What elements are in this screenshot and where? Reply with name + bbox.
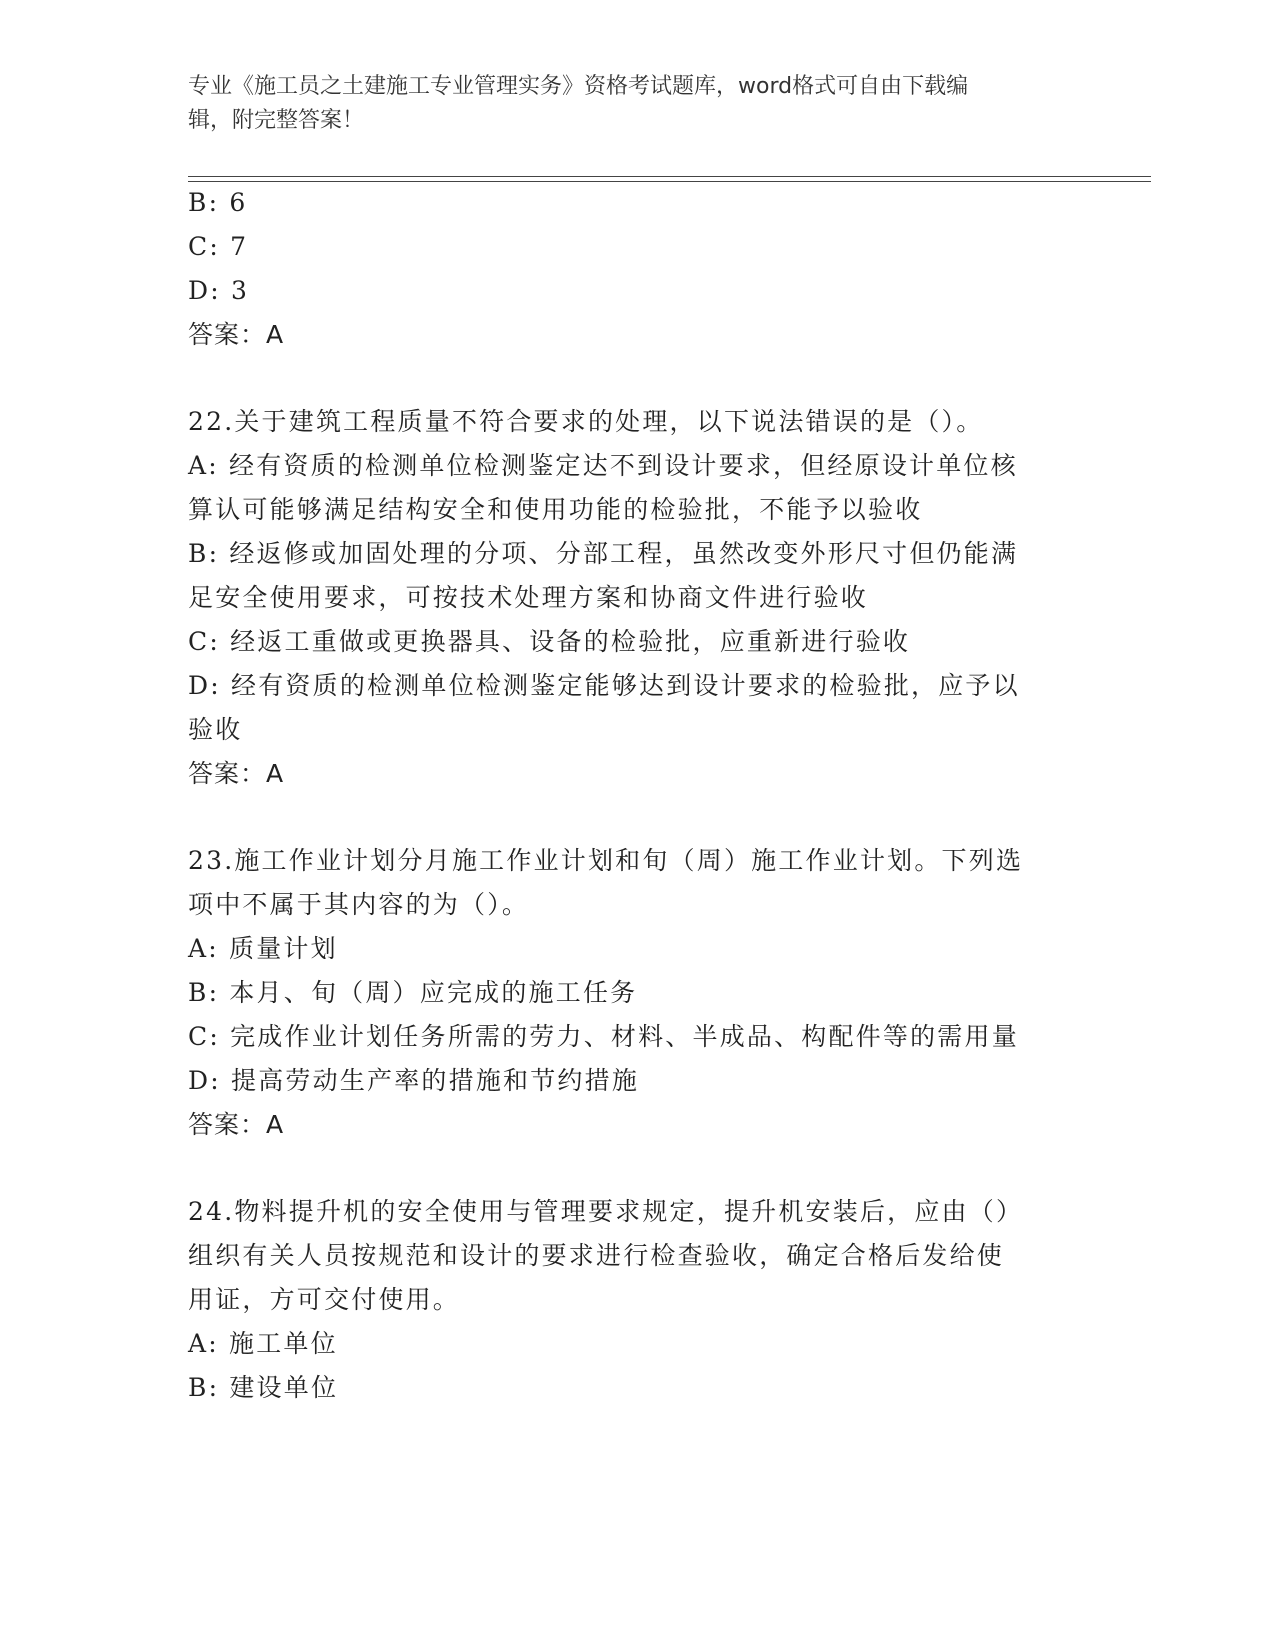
- q22-option-c: C: 经返工重做或更换器具、设备的检验批，应重新进行验收: [188, 627, 911, 656]
- q23-option-b: B: 本月、旬（周）应完成的施工任务: [188, 978, 638, 1007]
- q23-option-d: D: 提高劳动生产率的措施和节约措施: [188, 1066, 640, 1095]
- q24-stem-line1: 24.物料提升机的安全使用与管理要求规定，提升机安装后，应由（）: [188, 1197, 1024, 1226]
- header-line-2: 辑，附完整答案！: [188, 108, 365, 133]
- q22-stem: 22.关于建筑工程质量不符合要求的处理，以下说法错误的是（）。: [188, 407, 984, 436]
- q23-answer: 答案：A: [188, 1110, 285, 1139]
- q21-option-c: C: 7: [188, 232, 249, 261]
- q24-option-a: A: 施工单位: [188, 1329, 338, 1358]
- q24-option-b: B: 建设单位: [188, 1373, 339, 1402]
- header-divider-top: [188, 176, 1151, 177]
- q23-option-c: C: 完成作业计划任务所需的劳力、材料、半成品、构配件等的需用量: [188, 1022, 1019, 1051]
- q22-option-b-line1: B: 经返修或加固处理的分项、分部工程，虽然改变外形尺寸但仍能满: [188, 539, 1019, 568]
- q23-option-a: A: 质量计划: [188, 934, 338, 963]
- q22-option-d-line2: 验收: [188, 715, 243, 744]
- q21-option-b: B: 6: [188, 188, 248, 217]
- header-divider-bottom: [188, 181, 1151, 182]
- q22-option-a-line1: A: 经有资质的检测单位检测鉴定达不到设计要求，但经原设计单位核: [188, 451, 1018, 480]
- q22-answer: 答案：A: [188, 759, 285, 788]
- q21-answer: 答案：A: [188, 320, 285, 349]
- q23-stem-line1: 23.施工作业计划分月施工作业计划和旬（周）施工作业计划。下列选: [188, 846, 1024, 875]
- q24-stem-line2: 组织有关人员按规范和设计的要求进行检查验收，确定合格后发给使: [188, 1241, 1005, 1270]
- q22-option-d-line1: D: 经有资质的检测单位检测鉴定能够达到设计要求的检验批，应予以: [188, 671, 1020, 700]
- q22-option-b-line2: 足安全使用要求，可按技术处理方案和协商文件进行验收: [188, 583, 869, 612]
- q24-stem-line3: 用证，方可交付使用。: [188, 1285, 461, 1314]
- q21-option-d: D: 3: [188, 276, 250, 305]
- page-header: [188, 70, 1068, 138]
- q23-stem-line2: 项中不属于其内容的为（）。: [188, 890, 530, 919]
- header-line-1: 专业《施工员之土建施工专业管理实务》资格考试题库，word格式可自由下载编: [188, 74, 969, 99]
- q22-option-a-line2: 算认可能够满足结构安全和使用功能的检验批，不能予以验收: [188, 495, 923, 524]
